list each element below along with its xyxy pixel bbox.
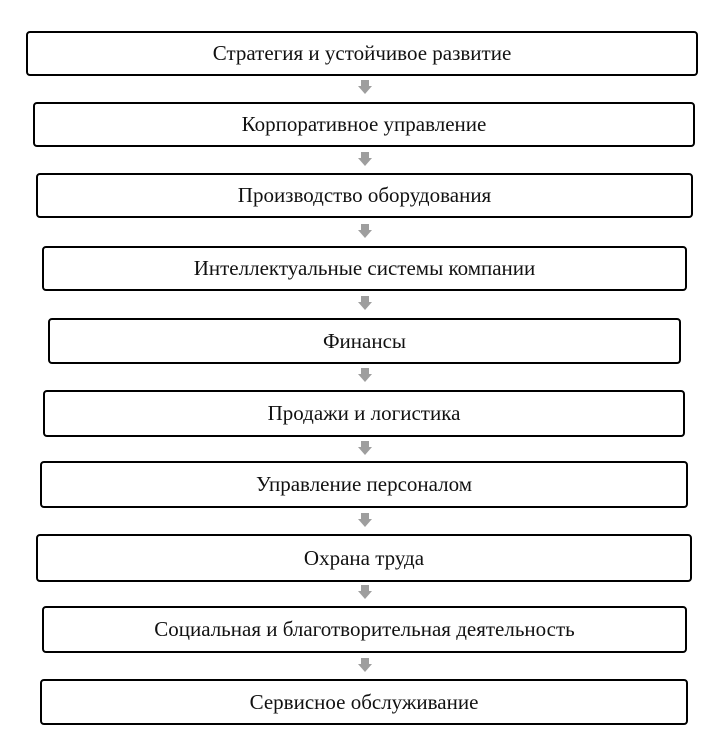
flow-step-social-charity: Социальная и благотворительная деятельность (42, 606, 687, 653)
flow-step-labor-safety: Охрана труда (36, 534, 692, 582)
flow-step-hr-management: Управление персоналом (40, 461, 688, 508)
flow-step-sales-logistics: Продажи и логистика (43, 390, 685, 437)
down-arrow-icon (358, 296, 372, 310)
flow-step-finance: Финансы (48, 318, 681, 364)
flow-step-corporate-governance: Корпоративное управление (33, 102, 695, 147)
flow-step-intelligent-systems: Интеллектуальные системы компании (42, 246, 687, 291)
flow-step-strategy: Стратегия и устойчивое развитие (26, 31, 698, 76)
down-arrow-icon (358, 513, 372, 527)
flow-step-equipment-production: Производство оборудования (36, 173, 693, 218)
flow-step-service-maintenance: Сервисное обслуживание (40, 679, 688, 725)
down-arrow-icon (358, 152, 372, 166)
down-arrow-icon (358, 224, 372, 238)
down-arrow-icon (358, 368, 372, 382)
down-arrow-icon (358, 658, 372, 672)
down-arrow-icon (358, 80, 372, 94)
down-arrow-icon (358, 585, 372, 599)
down-arrow-icon (358, 441, 372, 455)
